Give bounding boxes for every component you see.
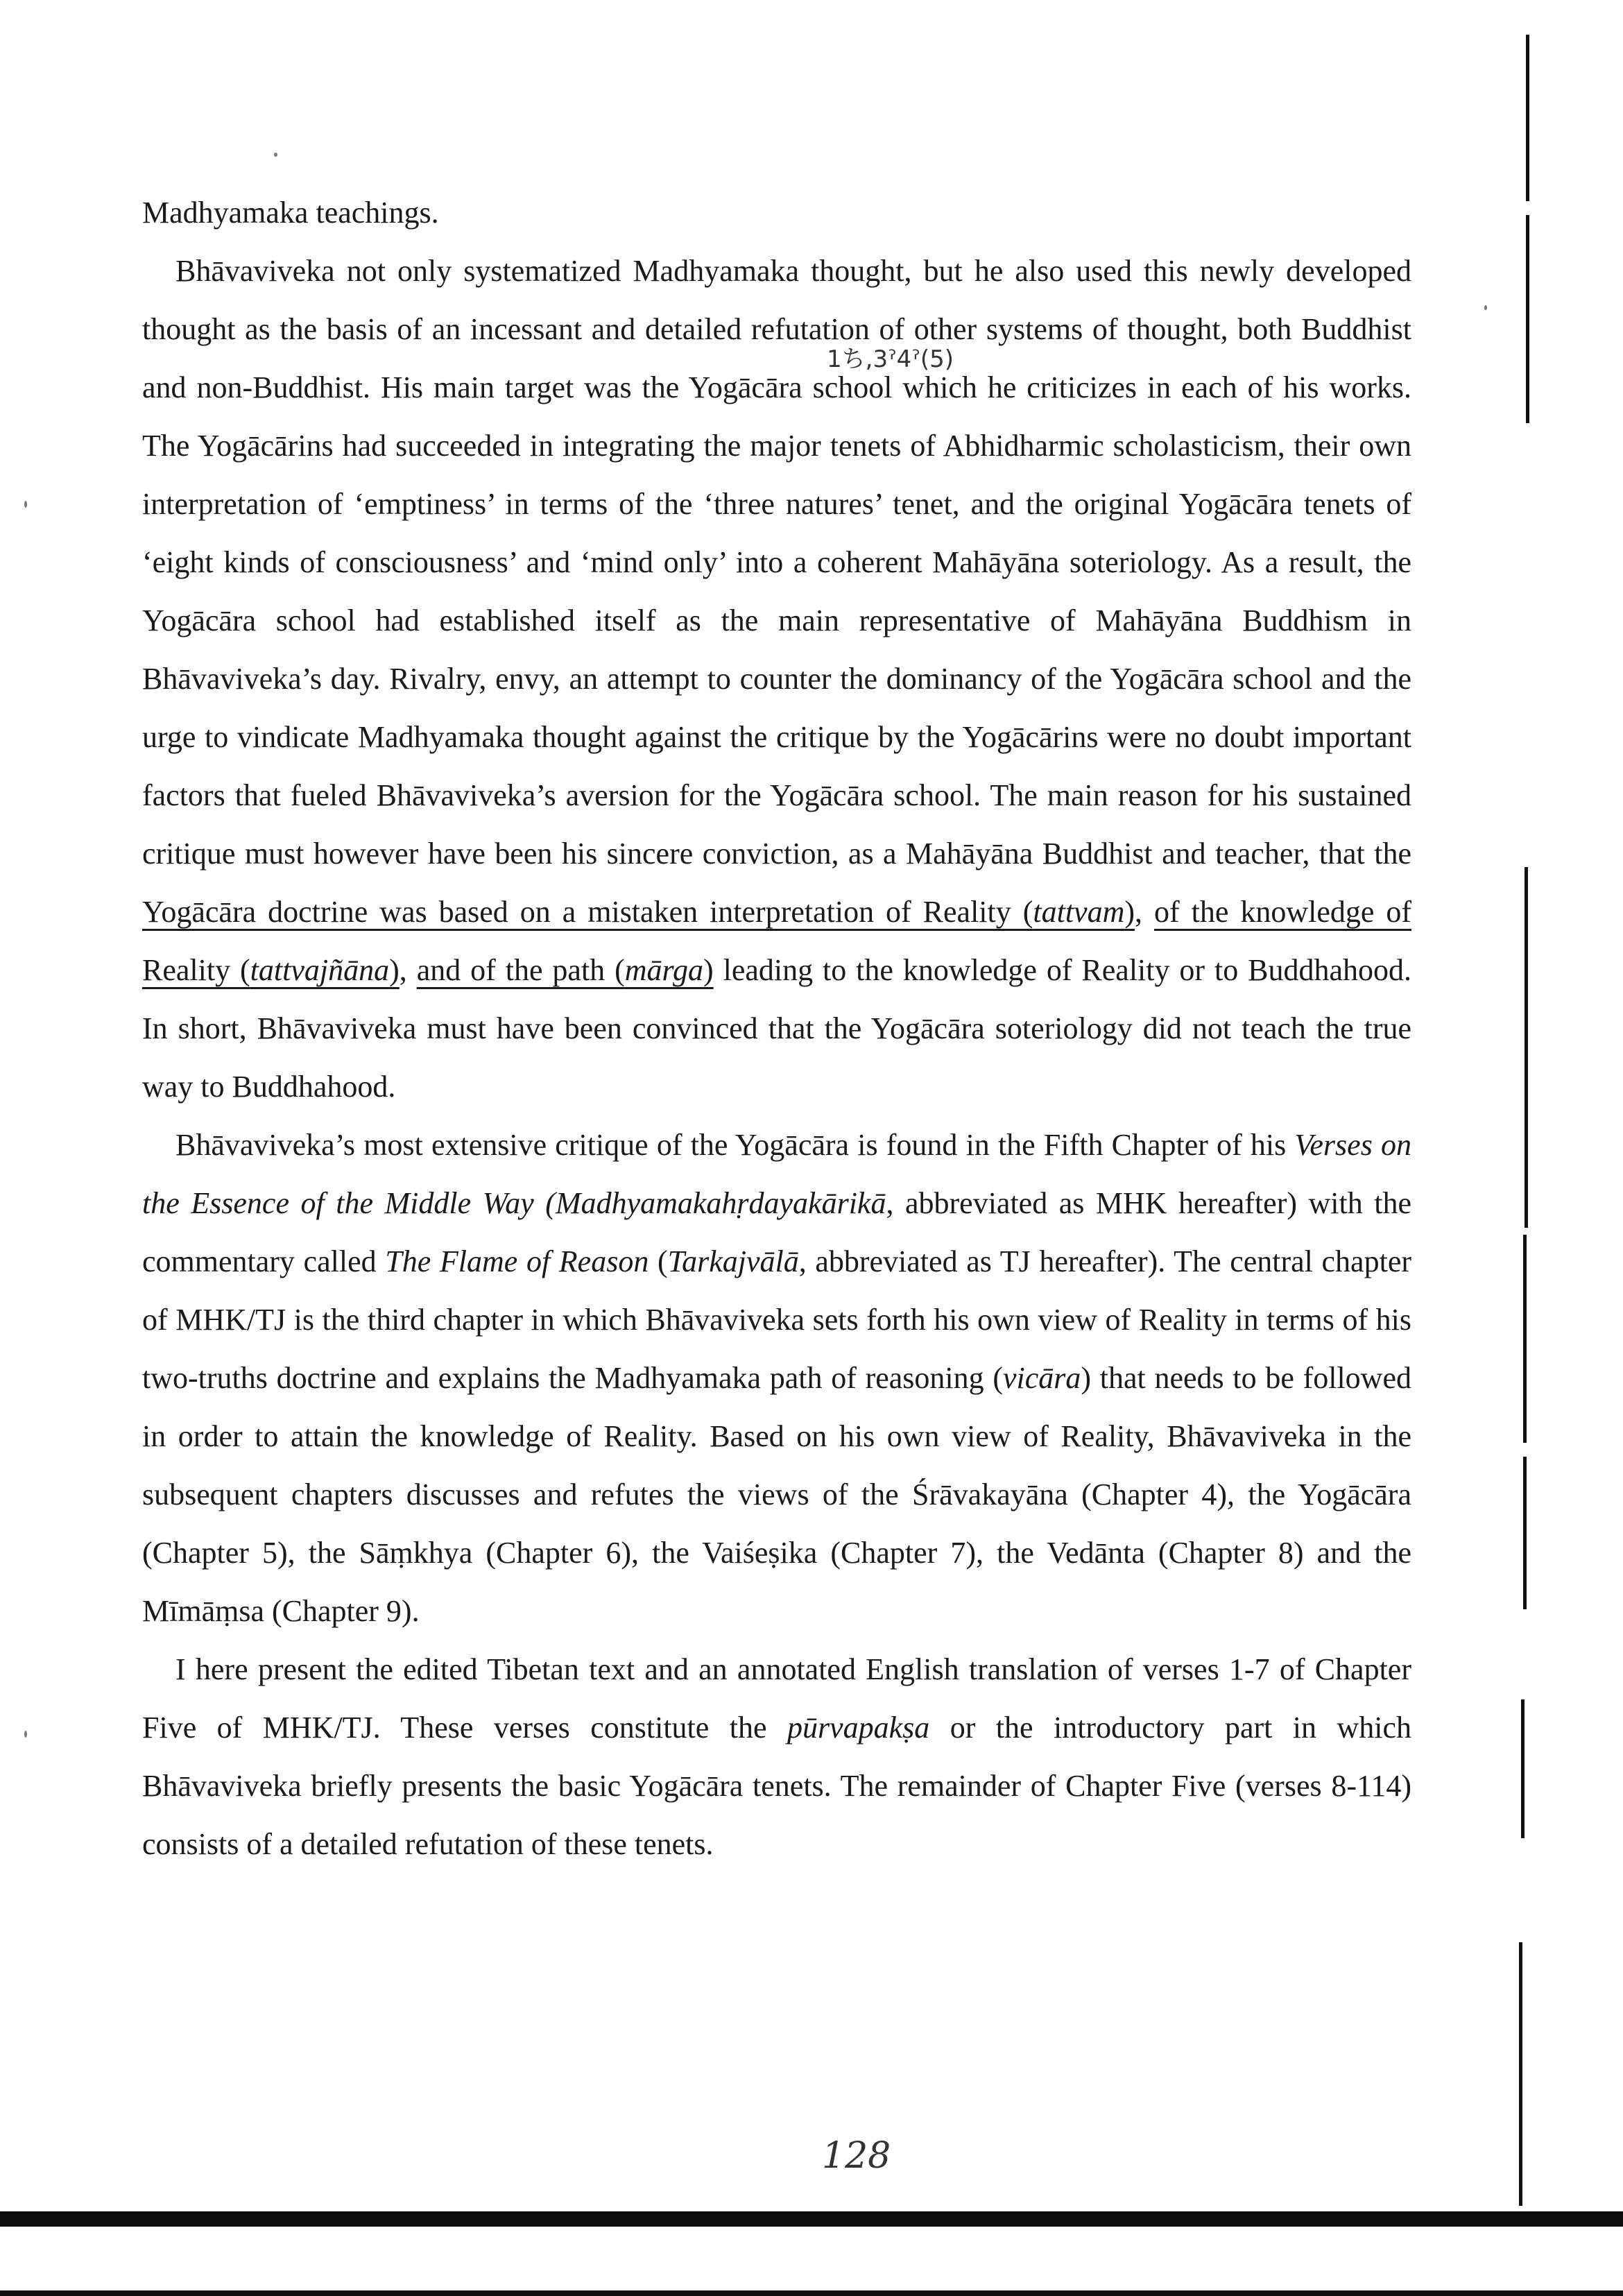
text-span: ) that needs to be followed in order to attain the knowledge of Reality. Based on his own view of Reality, Bhāvaviveka in the subsequent chapters discusses and refutes the views of the Śrāvakayāna (Chapter 4), the Yogācāra (Chapter 5), the Sāṃkhya (Chapter 6), the Vaiśeṣika (Chapter 7), the Vedānta (Chapter 8) and the Mīmāṃsa (Chapter 9).	[142, 1361, 1411, 1628]
text-span: ,	[399, 953, 417, 987]
text-span: Tarkajvālā	[667, 1244, 799, 1278]
text-span: , abbreviated as TJ hereafter). The central chapter of MHK/TJ is the third chapter in which Bhāvaviveka sets forth his own view of Reality in terms of his two-truths doctrine and explains the Madhyamaka path of reasoning (	[142, 1244, 1411, 1395]
margin-scan-line	[1521, 1699, 1525, 1838]
scan-speck	[1484, 305, 1487, 310]
margin-scan-line	[1526, 215, 1529, 423]
text-span: )	[389, 953, 400, 987]
text-span: of the knowledge of Reality (	[142, 895, 1412, 987]
margin-scan-line	[1523, 1457, 1527, 1609]
text-span: ,	[1135, 895, 1154, 929]
text-span: leading to the knowledge of Reality or to Buddhahood. In short, Bhāvaviveka must have been convinced that the Yogācāra soteriology did not teach the true way to Buddhahood.	[142, 953, 1412, 1104]
margin-scan-line	[1523, 1235, 1527, 1443]
scan-speck	[24, 1731, 27, 1738]
text-span: tattvajñāna	[250, 953, 390, 987]
margin-scan-line	[1525, 867, 1528, 1228]
text-span: Yogācāra doctrine was based on a mistaken interpretation of Reality (	[142, 895, 1033, 929]
text-span: )	[703, 953, 714, 987]
paragraph-3	[142, 1640, 1411, 1874]
bottom-scan-edge	[0, 2290, 1623, 2296]
paragraph-2	[142, 1116, 1411, 1640]
body-text	[142, 184, 1411, 1874]
text-span: The Flame of Reason	[385, 1244, 649, 1278]
text-span: pūrvapakṣa	[787, 1711, 930, 1745]
handwritten-annotation: 1ち,3ˀ4ˀ(5)	[827, 345, 954, 373]
text-span: Bhāvaviveka not only systematized Madhyamaka thought, but he also used this newly developed thought as the basis of an incessant and detailed refutation of other systems of thought, both Buddhist and non-Buddhist. His main target was the Yogācāra school which he criticizes in each of his works. The Yogācārins had succeeded in integrating the major tenets of Abhidharmic scholasticism, their own interpretation of ‘emptiness’ in terms of the ‘three natures’ tenet, and the original Yogācāra tenets of ‘eight kinds of consciousness’ and ‘mind only’ into a coherent Mahāyāna soteriology. As a result, the Yogācāra school had established itself as the main representative of Mahāyāna Buddhism in Bhāvaviveka’s day. Rivalry, envy, an attempt to counter the dominancy of the Yogācāra school and the urge to vindicate Madhyamaka thought against the critique by the Yogācārins were no doubt important factors that fueled Bhāvaviveka’s aversion for the Yogācāra school. The main reason for his sustained critique must however have been his sincere conviction, as a Mahāyāna Buddhist and teacher, that the	[142, 254, 1411, 871]
text-span: (	[649, 1244, 668, 1278]
text-span: )	[1124, 895, 1135, 929]
text-span: , abbreviated as MHK hereafter) with the commentary called	[142, 1186, 1411, 1278]
text-span: mārga	[624, 953, 704, 987]
text-span: and of the path (	[416, 953, 625, 987]
text-span: tattvam	[1033, 895, 1125, 929]
paragraph-0	[142, 184, 1411, 242]
text-span: or the introductory part in which Bhāvaviveka briefly presents the basic Yogācāra tenets. The remainder of Chapter Five (verses 8-114) consists of a detailed refutation of these tenets.	[142, 1711, 1411, 1861]
text-span: Bhāvaviveka’s most extensive critique of the Yogācāra is found in the Fifth Chapter of his	[175, 1128, 1295, 1162]
text-span: Verses on the Essence of the Middle Way (Madhyamakahṛdayakārikā	[142, 1128, 1411, 1220]
text-span: Madhyamaka teachings.	[142, 196, 439, 230]
page-number: 128	[822, 2135, 891, 2177]
text-span: I here present the edited Tibetan text and an annotated English translation of verses 1-7 of Chapter Five of MHK/TJ. These verses constitute the	[142, 1652, 1411, 1745]
scan-speck	[24, 501, 27, 508]
text-span: vicāra	[1003, 1361, 1081, 1395]
margin-scan-line	[1519, 1942, 1522, 2206]
scan-speck	[274, 153, 277, 157]
margin-scan-line	[1526, 35, 1529, 201]
bottom-rule	[0, 2211, 1623, 2227]
paragraph-1	[142, 242, 1411, 1116]
